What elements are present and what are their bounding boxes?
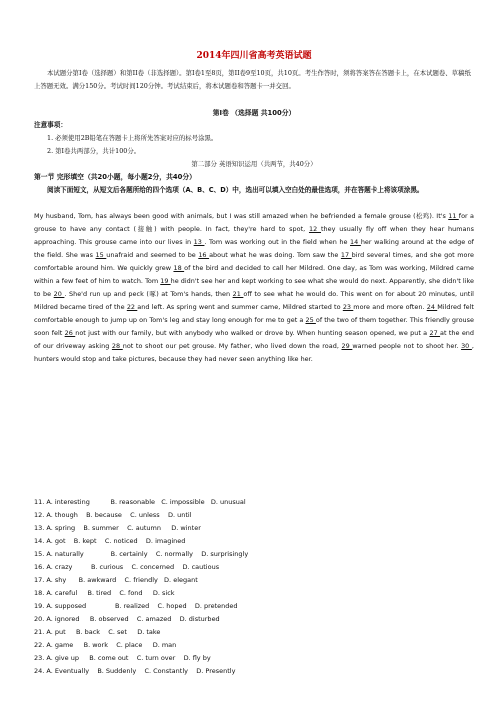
option-line: 11. A. interesting B. reasonable C. impossible D. unusual bbox=[34, 498, 246, 506]
passage-text: off to see what he would do. This went on for about 20 minutes, until Mildred became tired of the bbox=[34, 290, 474, 311]
option-line: 19. A. supposed B. realized C. hoped D. pretended bbox=[34, 602, 238, 610]
passage-blank: 12 bbox=[308, 225, 321, 233]
passage-text: at the end of our driveway asking bbox=[34, 329, 474, 350]
passage-text: . Tom was working out in the field when he bbox=[204, 238, 351, 246]
instructions: 阅读下面短文，从短文后各题所给的四个选项（A、B、C、D）中，选出可以填入空白处的最佳选项，并在答题卡上将该项涂黑。 bbox=[47, 186, 424, 194]
passage-text: more and more often. bbox=[353, 303, 427, 311]
passage-text: , hunters would stop and take pictures, because they had never seen anything like her. bbox=[34, 342, 474, 363]
note-item: 2. 第I卷共两部分，共计100分。 bbox=[47, 147, 141, 155]
option-line: 12. A. though B. because C. unless D. until bbox=[34, 511, 192, 519]
cloze-passage bbox=[34, 210, 474, 496]
passage-text: not just with our family, but with anybody who walked or drove by. When hunting season opened, we put a bbox=[75, 329, 430, 337]
option-line: 24. A. Eventually B. Suddenly C. Constantly D. Presently bbox=[34, 667, 236, 675]
passage-blank: 29 bbox=[341, 342, 353, 350]
passage-blank: 19 bbox=[160, 277, 171, 285]
passage-text: Mildred felt comfortable enough to jump up on Tom's leg and stay long enough for me to get a bbox=[34, 303, 474, 324]
option-line: 17. A. shy B. awkward C. friendly D. elegant bbox=[34, 576, 198, 584]
option-line: 22. A. game B. work C. place D. man bbox=[34, 641, 177, 649]
passage-text: for a grouse to have any contact (接触) with people. In fact, they're hard to spot, bbox=[34, 212, 474, 233]
passage-text: and left. As spring went and summer came, Mildred started to bbox=[137, 303, 343, 311]
passage-text: warned people not to shoot her. bbox=[352, 342, 462, 350]
passage-text: bird several times, and she got more comfortable around him. We quickly grew bbox=[34, 251, 474, 272]
option-line: 15. A. naturally B. certainly C. normally D. surprisingly bbox=[34, 550, 249, 558]
option-line: 18. A. careful B. tired C. fond D. sick bbox=[34, 589, 175, 597]
passage-blank: 27 bbox=[429, 329, 441, 337]
passage-blank: 24 bbox=[426, 303, 438, 311]
passage-blank: 28 bbox=[111, 342, 123, 350]
option-line: 16. A. crazy B. curious C. concerned D. cautious bbox=[34, 563, 220, 571]
exam-page bbox=[34, 50, 474, 678]
passage-blank: 17 bbox=[340, 251, 352, 259]
passage-blank: 26 bbox=[64, 329, 76, 337]
passage-text: of the bird and decided to call her Mildred. One day, as Tom was working, Mildred came within a few feet of him to watch. Tom bbox=[34, 264, 474, 285]
option-line: 21. A. put B. back C. set D. take bbox=[34, 628, 161, 636]
part-title: 第二部分 英语知识运用（共两节，共40分） bbox=[191, 160, 317, 168]
page-title: 2014年四川省高考英语试题 bbox=[196, 51, 312, 61]
passage-blank: 21 bbox=[232, 290, 244, 298]
note-item: 1. 必须使用2B铅笔在答题卡上将所先答案对应的标号涂黑。 bbox=[47, 134, 218, 142]
passage-blank: 13 bbox=[193, 238, 205, 246]
passage-blank: 20 bbox=[53, 290, 65, 298]
passage-text: about what he was doing. Tom saw the bbox=[209, 251, 341, 259]
section1-title: 第I卷 （选择题 共100分） bbox=[212, 109, 296, 117]
option-line: 23. A. give up B. come out C. turn over D. fly by bbox=[34, 654, 211, 662]
passage-blank: 23 bbox=[342, 303, 354, 311]
passage-text: her walking around at the edge of the field. She was bbox=[34, 238, 474, 259]
passage-blank: 11 bbox=[448, 212, 459, 220]
options-list bbox=[34, 496, 474, 678]
passage-blank: 14 bbox=[350, 238, 361, 246]
subsection-title: 第一节 完形填空（共20小题，每小题2分，共40分） bbox=[34, 173, 196, 181]
option-line: 20. A. ignored B. observed C. amazed D. disturbed bbox=[34, 615, 220, 623]
option-line: 14. A. got B. kept C. noticed D. imagined bbox=[34, 537, 186, 545]
passage-blank: 25 bbox=[305, 316, 316, 324]
passage-blank: 15 bbox=[95, 251, 107, 259]
notes-heading: 注意事项： bbox=[34, 121, 67, 129]
passage-blank: 18 bbox=[173, 264, 185, 272]
passage-text: he didn't see her and kept working to see what she would do next. Apparently, she didn't like to be bbox=[34, 277, 474, 298]
passage-text: My husband, Tom, has always been good with animals, but I was still amazed when he befriended a female grouse (松鸡). It's bbox=[34, 212, 449, 220]
passage-blank: 30 bbox=[461, 342, 472, 350]
passage-text: unafraid and seemed to be bbox=[106, 251, 199, 259]
passage-text: of the two of them together. This friendly grouse soon felt bbox=[34, 316, 474, 337]
option-line: 13. A. spring B. summer C. autumn D. winter bbox=[34, 524, 201, 532]
intro-paragraph: 本试题分第I卷（选择题）和第II卷（非选择题）。第I卷1至8页，第II卷9至10页，共10页。考生作答时，须将答案答在答题卡上，在本试题卷、草稿纸上答题无效。满分150分。考试时间120分钟。考试结束后，将本试题卷和答题卡一并交回。 bbox=[34, 69, 471, 90]
passage-text: they usually fly off when they hear humans approaching. This grouse came into our lives in bbox=[34, 225, 474, 246]
passage-blank: 22 bbox=[126, 303, 138, 311]
passage-text: . She'd run up and peck (啄) at Tom's hands, then bbox=[64, 290, 233, 298]
passage-blank: 16 bbox=[198, 251, 210, 259]
passage-text: not to shoot our pet grouse. My father, who lived down the road, bbox=[122, 342, 342, 350]
